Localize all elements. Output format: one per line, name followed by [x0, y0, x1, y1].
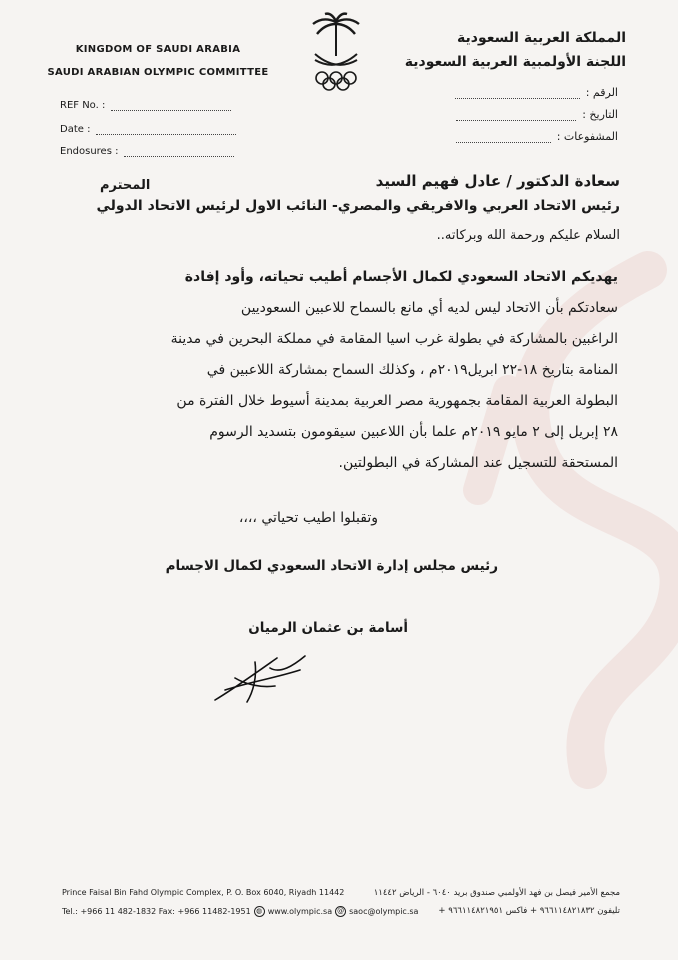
- ref-label: REF No. :: [60, 100, 106, 111]
- date-label: Date :: [60, 124, 91, 135]
- footer-email[interactable]: saoc@olympic.sa: [349, 907, 419, 916]
- body-line-7: المستحقة للتسجيل عند المشاركة في البطولتين.: [338, 455, 618, 471]
- addressee: سعادة الدكتور / عادل فهيم السيد: [375, 172, 620, 190]
- body-line-4: المنامة بتاريخ ١٨-٢٢ ابريل٢٠١٩م ، وكذلك السماح بمشاركة اللاعبين في: [206, 362, 618, 378]
- header-arabic: [386, 30, 626, 78]
- kingdom-en: KINGDOM OF SAUDI ARABIA: [75, 44, 241, 55]
- header-english: [38, 44, 278, 90]
- date-field-ar: [456, 108, 618, 121]
- closing: وتقبلوا اطيب تحياتي ،،،،: [238, 510, 378, 526]
- globe-icon: ◍: [254, 906, 265, 917]
- ref-no-field: [60, 100, 231, 111]
- number-label-ar: الرقم :: [585, 86, 618, 99]
- letter-body: [78, 262, 618, 479]
- footer-address-ar: مجمع الأمير فيصل بن فهد الأولمبي صندوق بريد ٦٠٤٠ - الرياض ١١٤٤٢: [373, 888, 620, 898]
- footer-phone-en: Tel.: +966 11 482-1832 Fax: +966 11482-1951: [62, 907, 251, 916]
- footer-address-en: Prince Faisal Bin Fahd Olympic Complex, P. O. Box 6040, Riyadh 11442: [62, 888, 345, 897]
- date-label-ar: التاريخ :: [582, 108, 618, 121]
- committee-en: SAUDI ARABIAN OLYMPIC COMMITTEE: [47, 67, 269, 78]
- footer-website[interactable]: www.olympic.sa: [267, 907, 333, 916]
- footer-phone-ar: تليفون ٩٦٦١١٤٨٢١٨٣٢ + فاكس ٩٦٦١١٤٨٢١٩٥١ +: [438, 906, 620, 916]
- committee-ar: اللجنة الأولمبية العربية السعودية: [404, 54, 626, 70]
- saoc-logo-icon: [305, 12, 367, 96]
- greeting: السلام عليكم ورحمة الله وبركاته..: [436, 228, 620, 243]
- signatory-title: رئيس مجلس إدارة الاتحاد السعودي لكمال الاجسام: [165, 558, 498, 574]
- enclosures-field-ar: [456, 130, 618, 143]
- body-line-2: سعادتكم بأن الاتحاد ليس لديه أي مانع بالسماح للاعبين السعوديين: [240, 300, 618, 316]
- addressee-title: رئيس الاتحاد العربي والافريقي والمصري- النائب الاول لرئيس الاتحاد الدولي: [96, 198, 620, 214]
- signatory-name: أسامة بن عثمان الرميان: [248, 620, 408, 636]
- respected-label: المحترم: [100, 178, 151, 193]
- body-line-3: الراغبين بالمشاركة في بطولة غرب اسيا المقامة في مملكة البحرين في مدينة: [170, 331, 618, 347]
- kingdom-ar: المملكة العربية السعودية: [457, 30, 626, 46]
- enclosures-field: [60, 146, 234, 157]
- number-field-ar: [455, 86, 618, 99]
- at-icon: @: [337, 907, 345, 915]
- body-line-6: ٢٨ إبريل إلى ٢ مايو ٢٠١٩م علما بأن اللاعبين سيقومون بتسديد الرسوم: [209, 424, 618, 440]
- body-line-1: يهديكم الاتحاد السعودي لكمال الأجسام أطيب تحياته، وأود إفادة: [184, 269, 618, 285]
- enclosures-label: Endosures :: [60, 146, 119, 157]
- body-line-5: البطولة العربية المقامة بجمهورية مصر العربية بمدينة أسيوط خلال الفترة من: [176, 393, 618, 409]
- enclosures-label-ar: المشفوعات :: [556, 130, 618, 143]
- signature: [205, 648, 315, 708]
- date-field: [60, 124, 236, 135]
- footer-contact-row: [62, 906, 418, 917]
